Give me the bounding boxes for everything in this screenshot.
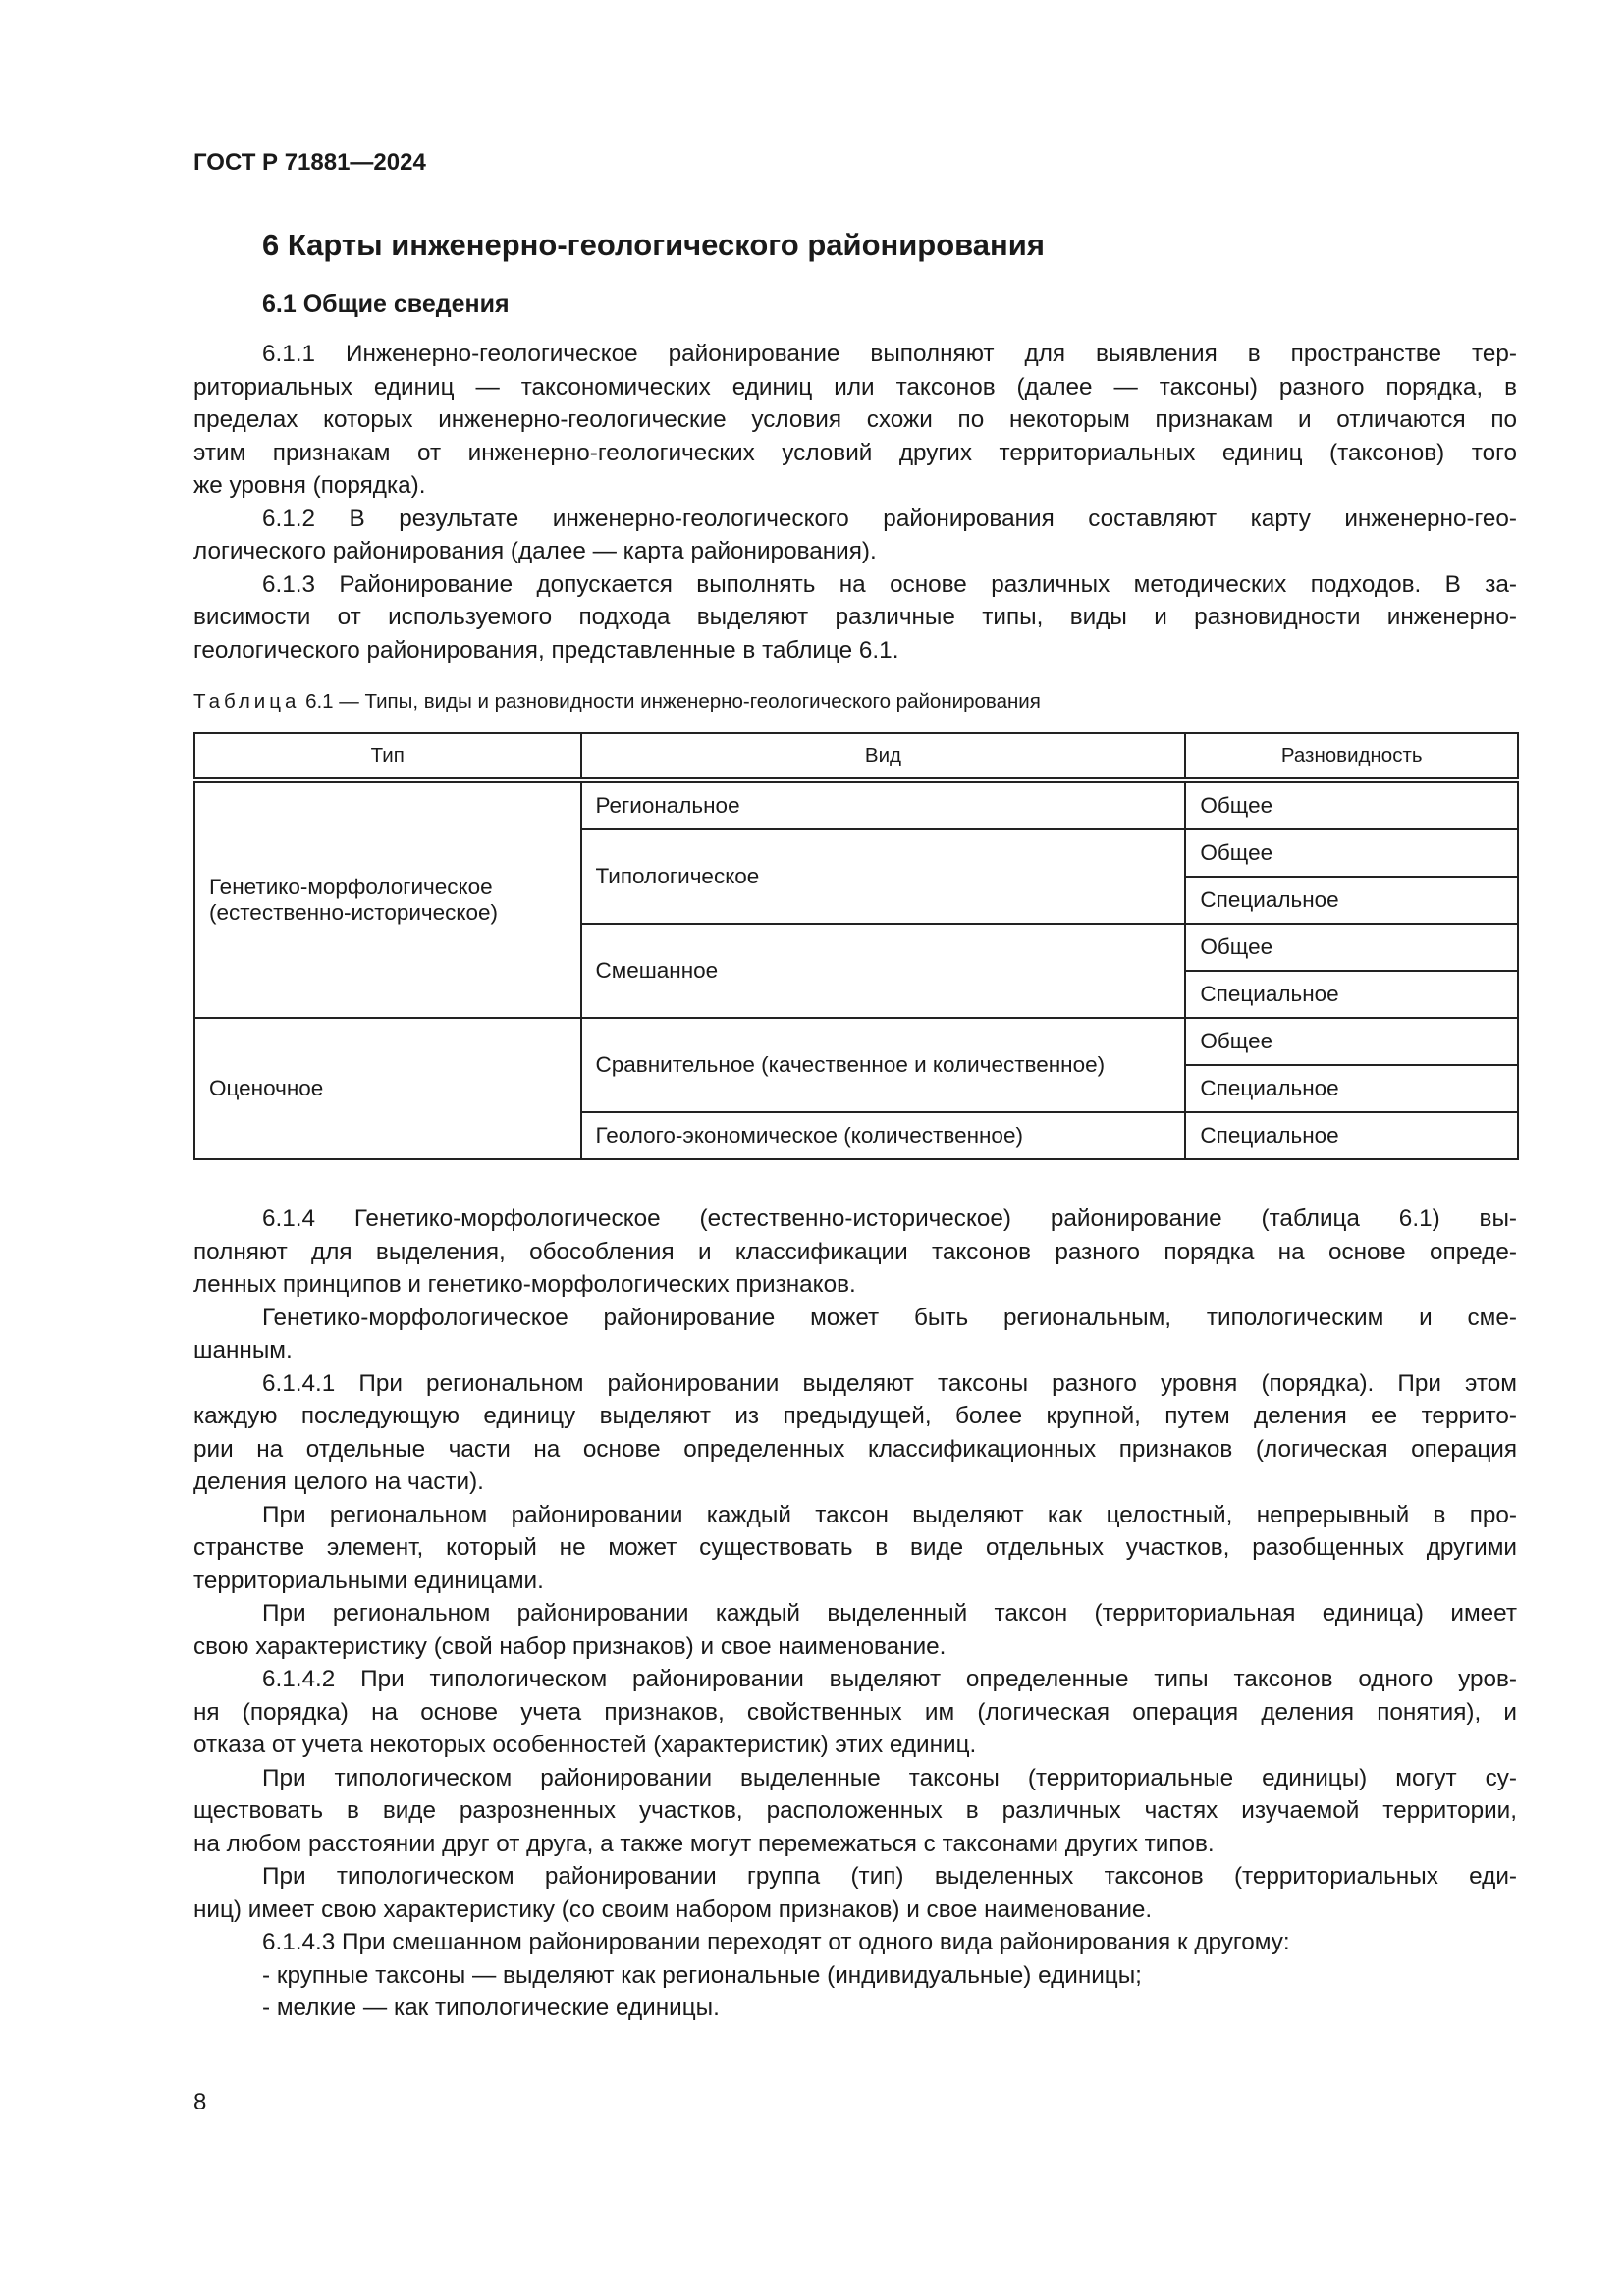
kind-cell: Региональное: [581, 780, 1186, 829]
paragraph-line: отказа от учета некоторых особенностей (характеристик) этих единиц.: [193, 1732, 977, 1758]
header-kind: Вид: [581, 733, 1186, 780]
zoning-types-table: [193, 732, 1519, 1160]
paragraph-line: геологического районирования, представленные в таблице 6.1.: [193, 636, 899, 664]
table-row: [194, 1018, 1518, 1065]
paragraph-line: на любом расстоянии друг от друга, а также могут перемежаться с таксонами других типов.: [193, 1830, 1215, 1857]
paragraph-line: 6.1.2 В результате инженерно-геологического районирования составляют карту инженерно-гео-: [262, 505, 1517, 532]
paragraph-line: этим признакам от инженерно-геологических условий других территориальных единиц (таксонов) того: [193, 439, 1517, 466]
variety-cell: Общее: [1185, 924, 1518, 971]
paragraph-line: висимости от используемого подхода выделяют различные типы, виды и разновидности инженерно-: [193, 604, 1517, 630]
paragraph-line: При типологическом районировании выделенные таксоны (территориальные единицы) могут су-: [262, 1764, 1517, 1791]
paragraph-line: шанным.: [193, 1337, 293, 1363]
variety-cell: Общее: [1185, 829, 1518, 877]
section-title: 6 Карты инженерно-геологического районирования: [262, 228, 1045, 262]
paragraph-line: странстве элемент, который не может существовать в виде отдельных участков, разобщенных другими: [193, 1534, 1517, 1561]
paragraph-line: 6.1.4 Генетико-морфологическое (естественно-историческое) районирование (таблица 6.1) вы-: [262, 1205, 1517, 1232]
table-caption: [193, 690, 1041, 714]
table-header-row: [194, 733, 1518, 780]
variety-cell: Общее: [1185, 780, 1518, 829]
kind-cell: Сравнительное (качественное и количественное): [581, 1018, 1186, 1112]
variety-cell: Специальное: [1185, 1065, 1518, 1112]
paragraph-line: ня (порядка) на основе учета признаков, свойственных им (логическая операция деления понятия), и: [193, 1698, 1517, 1726]
paragraph-line: При региональном районировании каждый выделенный таксон (территориальная единица) имеет: [262, 1600, 1517, 1627]
list-item: - крупные таксоны — выделяют как региональные (индивидуальные) единицы;: [262, 1961, 1142, 1989]
document-header: ГОСТ Р 71881—2024: [193, 149, 426, 176]
page-number: 8: [193, 2089, 207, 2115]
paragraph-line: каждую последующую единицу выделяют из предыдущей, более крупной, путем деления ее террито-: [193, 1403, 1517, 1429]
table-row: [194, 780, 1518, 829]
paragraph-line: же уровня (порядка).: [193, 472, 426, 499]
variety-cell: Специальное: [1185, 1112, 1518, 1159]
paragraph-line: деления целого на части).: [193, 1468, 484, 1495]
paragraph-line: риториальных единиц — таксономических единиц или таксонов (далее — таксоны) разного порядка, в: [193, 373, 1517, 400]
paragraph-line: пределах которых инженерно-геологические условия схожи по некоторым признакам и отличаются по: [193, 406, 1517, 433]
type-cell: Оценочное: [194, 1018, 581, 1159]
variety-cell: Общее: [1185, 1018, 1518, 1065]
kind-cell: Смешанное: [581, 924, 1186, 1018]
list-item: - мелкие — как типологические единицы.: [262, 1995, 720, 2021]
paragraph-line: 6.1.4.2 При типологическом районировании выделяют определенные типы таксонов одного уров-: [262, 1666, 1517, 1692]
variety-cell: Специальное: [1185, 877, 1518, 924]
table-caption-label: Таблица: [193, 690, 300, 713]
paragraph-line: свою характеристику (свой набор признаков) и свое наименование.: [193, 1632, 947, 1660]
paragraph-line: 6.1.1 Инженерно-геологическое районирование выполняют для выявления в пространстве тер-: [262, 341, 1517, 367]
paragraph-line: территориальными единицами.: [193, 1567, 544, 1594]
paragraph-line: При региональном районировании каждый таксон выделяют как целостный, непрерывный в про-: [262, 1501, 1517, 1528]
header-variety: Разновидность: [1185, 733, 1518, 780]
paragraph-line: 6.1.4.1 При региональном районировании выделяют таксоны разного уровня (порядка). При этом: [262, 1369, 1517, 1397]
paragraph-line: Генетико-морфологическое районирование может быть региональным, типологическим и сме-: [262, 1304, 1517, 1331]
table-caption-text: 6.1 — Типы, виды и разновидности инженерно-геологического районирования: [299, 690, 1041, 713]
paragraph-line: логического районирования (далее — карта районирования).: [193, 538, 877, 564]
paragraph-line: ленных принципов и генетико-морфологических признаков.: [193, 1271, 856, 1298]
paragraph-line: ниц) имеет свою характеристику (со своим набором признаков) и свое наименование.: [193, 1896, 1153, 1923]
kind-cell: Геолого-экономическое (количественное): [581, 1112, 1186, 1159]
paragraph-line: полняют для выделения, обособления и классификации таксонов разного порядка на основе опреде-: [193, 1238, 1517, 1265]
kind-cell: Типологическое: [581, 829, 1186, 924]
paragraph-line: 6.1.4.3 При смешанном районировании переходят от одного вида районирования к другому:: [262, 1929, 1290, 1955]
paragraph-line: 6.1.3 Районирование допускается выполнять на основе различных методических подходов. В за-: [262, 570, 1517, 598]
paragraph-line: рии на отдельные части на основе определенных классификационных признаков (логическая операция: [193, 1435, 1517, 1463]
text-block-genetic-morphological: [193, 1202, 1517, 2025]
paragraph-line: ществовать в виде разрозненных участков, расположенных в различных частях изучаемой территории,: [193, 1797, 1517, 1824]
subsection-title: 6.1 Общие сведения: [262, 291, 510, 318]
header-type: Тип: [194, 733, 581, 780]
type-cell: Генетико-морфологическое (естественно-историческое): [194, 780, 581, 1018]
paragraph-line: При типологическом районировании группа (тип) выделенных таксонов (территориальных еди-: [262, 1863, 1517, 1890]
text-block-intro: [193, 338, 1517, 667]
variety-cell: Специальное: [1185, 971, 1518, 1018]
